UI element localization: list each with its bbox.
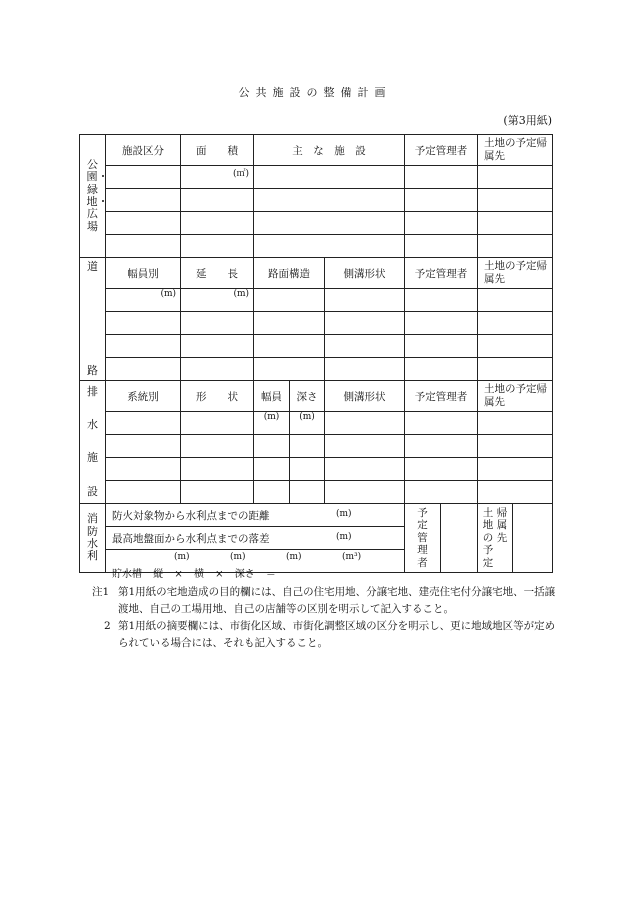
drain-label-char: 排 — [87, 385, 98, 398]
park-area-cell[interactable] — [181, 189, 254, 212]
fire-distance-label: 防火対象物から水利点までの距離 — [112, 509, 270, 522]
park-owner-cell[interactable] — [478, 212, 553, 235]
road-owner-cell[interactable] — [478, 312, 553, 335]
park-label-text: 公園・緑地・広場 — [86, 158, 109, 233]
road-gutter-cell[interactable] — [325, 335, 405, 358]
fire-row-distance — [80, 504, 553, 527]
facilities-table — [79, 134, 553, 580]
park-manager-cell[interactable] — [405, 235, 478, 258]
road-owner-cell[interactable] — [478, 358, 553, 381]
park-owner-cell[interactable] — [478, 189, 553, 212]
park-area-cell[interactable] — [181, 235, 254, 258]
road-label-bottom: 路 — [87, 363, 98, 377]
tank-term: ＝ — [265, 569, 276, 580]
park-header-row — [80, 135, 553, 166]
park-col-category: 施設区分 — [106, 135, 181, 166]
drain-shape-cell[interactable] — [181, 435, 254, 458]
road-manager-cell[interactable] — [405, 358, 478, 381]
drain-system-cell[interactable] — [106, 435, 181, 458]
park-category-cell[interactable] — [106, 212, 181, 235]
table-row — [80, 481, 553, 504]
drain-owner-cell[interactable] — [478, 412, 553, 435]
table-row — [80, 358, 553, 381]
table-row — [80, 289, 553, 312]
tank-unit-volume: (m³) — [342, 552, 362, 562]
road-col-gutter: 側溝形状 — [325, 258, 405, 289]
drain-gutter-cell[interactable] — [325, 435, 405, 458]
note-number: 注1 — [92, 586, 110, 598]
note-item — [92, 584, 562, 618]
tank-label: 貯水槽 — [112, 569, 142, 580]
drain-system-cell[interactable] — [106, 458, 181, 481]
drain-col-system: 系統別 — [106, 381, 181, 412]
road-manager-cell[interactable] — [405, 289, 478, 312]
drain-col-shape: 形 状 — [181, 381, 254, 412]
drain-label-char: 設 — [87, 484, 98, 498]
park-area-unit: (㎡) — [181, 166, 254, 189]
note-text: 第1用紙の宅地造成の目的欄には、自己の住宅用地、分譲宅地、建売住宅付分譲宅地、一括譲渡地、自己の工場用地、自己の店舗等の区別を明示して記入すること。 — [118, 586, 556, 615]
table-row — [80, 435, 553, 458]
road-gutter-cell[interactable] — [325, 358, 405, 381]
park-facilities-cell[interactable] — [254, 166, 405, 189]
table-row — [80, 412, 553, 435]
road-width-unit: (m) — [106, 289, 181, 312]
tank-term: 縦 — [153, 569, 164, 580]
park-category-cell[interactable] — [106, 235, 181, 258]
drain-col-width: 幅員 — [254, 381, 290, 412]
table-row — [80, 235, 553, 258]
drain-gutter-cell[interactable] — [325, 458, 405, 481]
park-area-cell[interactable] — [181, 212, 254, 235]
road-section-label — [80, 258, 106, 381]
road-gutter-cell[interactable] — [325, 312, 405, 335]
drain-shape-cell[interactable] — [181, 458, 254, 481]
fire-distance-unit: (m) — [336, 509, 352, 519]
drain-manager-cell[interactable] — [405, 481, 478, 504]
road-length-cell[interactable] — [181, 312, 254, 335]
road-surface-cell[interactable] — [254, 312, 325, 335]
drain-manager-cell[interactable] — [405, 412, 478, 435]
drain-col-owner: 土地の予定帰属先 — [478, 381, 553, 412]
road-surface-cell[interactable] — [254, 335, 325, 358]
tank-term: 深さ — [234, 569, 255, 580]
table-row — [80, 335, 553, 358]
table-row — [80, 312, 553, 335]
road-col-manager: 予定管理者 — [405, 258, 478, 289]
fire-manager-cell[interactable] — [441, 504, 478, 573]
road-col-width-class: 幅員別 — [106, 258, 181, 289]
tank-unit-width: (m) — [230, 552, 246, 562]
drain-shape-cell[interactable] — [181, 412, 254, 435]
park-category-cell[interactable] — [106, 189, 181, 212]
drain-depth-unit: (m) — [290, 412, 325, 435]
fire-manager-label-text: 予定管理者 — [417, 507, 428, 569]
road-width-cell[interactable] — [106, 335, 181, 358]
drain-col-manager: 予定管理者 — [405, 381, 478, 412]
drain-gutter-cell[interactable] — [325, 412, 405, 435]
road-col-owner: 土地の予定帰属先 — [478, 258, 553, 289]
drain-manager-cell[interactable] — [405, 458, 478, 481]
road-surface-cell[interactable] — [254, 358, 325, 381]
drain-section-label — [80, 381, 106, 504]
drain-owner-cell[interactable] — [478, 481, 553, 504]
tank-term: × — [174, 569, 183, 580]
fire-owner-label — [478, 504, 513, 573]
road-header-row — [80, 258, 553, 289]
road-owner-cell[interactable] — [478, 289, 553, 312]
fire-label-text: 消防水利 — [87, 512, 98, 563]
drain-width-cell[interactable] — [254, 435, 290, 458]
fire-owner-label-b: 帰属先 — [496, 507, 508, 544]
fire-tank-field[interactable] — [106, 550, 405, 580]
drain-depth-cell[interactable] — [290, 458, 325, 481]
road-length-cell[interactable] — [181, 335, 254, 358]
road-owner-cell[interactable] — [478, 335, 553, 358]
road-col-length: 延 長 — [181, 258, 254, 289]
road-label-top: 道 — [87, 260, 98, 273]
drain-manager-cell[interactable] — [405, 435, 478, 458]
drain-depth-cell[interactable] — [290, 435, 325, 458]
note-number: 2 — [104, 620, 111, 632]
park-category-cell[interactable] — [106, 166, 181, 189]
tank-unit-length: (m) — [174, 552, 190, 562]
tank-unit-depth: (m) — [286, 552, 302, 562]
park-manager-cell[interactable] — [405, 189, 478, 212]
park-col-owner: 土地の予定帰属先 — [478, 135, 553, 166]
drain-header-row — [80, 381, 553, 412]
drain-owner-cell[interactable] — [478, 458, 553, 481]
road-length-unit: (m) — [181, 289, 254, 312]
drain-owner-cell[interactable] — [478, 435, 553, 458]
road-manager-cell[interactable] — [405, 335, 478, 358]
fire-height-field[interactable] — [106, 527, 405, 550]
road-gutter-cell[interactable] — [325, 289, 405, 312]
drain-col-gutter: 側溝形状 — [325, 381, 405, 412]
drain-col-depth: 深さ — [290, 381, 325, 412]
park-col-area: 面 積 — [181, 135, 254, 166]
table-row — [80, 458, 553, 481]
tank-term: × — [215, 569, 224, 580]
park-manager-cell[interactable] — [405, 166, 478, 189]
drain-system-cell[interactable] — [106, 412, 181, 435]
fire-section-label — [80, 504, 106, 573]
drain-shape-cell[interactable] — [181, 481, 254, 504]
form-number: (第3用紙) — [503, 114, 552, 127]
fire-height-label: 最高地盤面から水利点までの落差 — [112, 532, 270, 545]
road-manager-cell[interactable] — [405, 312, 478, 335]
park-owner-cell[interactable] — [478, 235, 553, 258]
road-width-cell[interactable] — [106, 312, 181, 335]
table-row — [80, 166, 553, 189]
drain-depth-cell[interactable] — [290, 481, 325, 504]
drain-gutter-cell[interactable] — [325, 481, 405, 504]
drain-system-cell[interactable] — [106, 481, 181, 504]
park-col-facilities: 主 な 施 設 — [254, 135, 405, 166]
road-length-cell[interactable] — [181, 358, 254, 381]
tank-formula — [112, 565, 284, 580]
tank-term: 横 — [193, 569, 204, 580]
drain-width-cell[interactable] — [254, 458, 290, 481]
fire-owner-cell[interactable] — [513, 504, 553, 573]
road-surface-cell[interactable] — [254, 289, 325, 312]
drain-label-char: 水 — [87, 418, 98, 432]
page-title: 公共施設の整備計画 — [238, 86, 392, 99]
park-owner-cell[interactable] — [478, 166, 553, 189]
park-col-manager: 予定管理者 — [405, 135, 478, 166]
fire-manager-label — [405, 504, 441, 573]
drain-label-char: 施 — [87, 451, 98, 465]
park-facilities-cell[interactable] — [254, 189, 405, 212]
fire-distance-field[interactable] — [106, 504, 405, 527]
road-col-surface: 路面構造 — [254, 258, 325, 289]
notes — [92, 584, 562, 652]
road-width-cell[interactable] — [106, 358, 181, 381]
table-row — [80, 212, 553, 235]
note-item — [92, 618, 562, 652]
park-section-label — [80, 135, 109, 258]
note-text: 第1用紙の摘要欄には、市街化区域、市街化調整区域の区分を明示し、更に地域地区等が定められている場合には、それも記入すること。 — [118, 620, 556, 649]
park-facilities-cell[interactable] — [254, 235, 405, 258]
park-facilities-cell[interactable] — [254, 212, 405, 235]
table-row — [80, 189, 553, 212]
fire-height-unit: (m) — [336, 532, 352, 542]
drain-width-cell[interactable] — [254, 481, 290, 504]
drain-width-unit: (m) — [254, 412, 290, 435]
park-manager-cell[interactable] — [405, 212, 478, 235]
fire-owner-label-a: 土地の予定 — [482, 507, 494, 569]
